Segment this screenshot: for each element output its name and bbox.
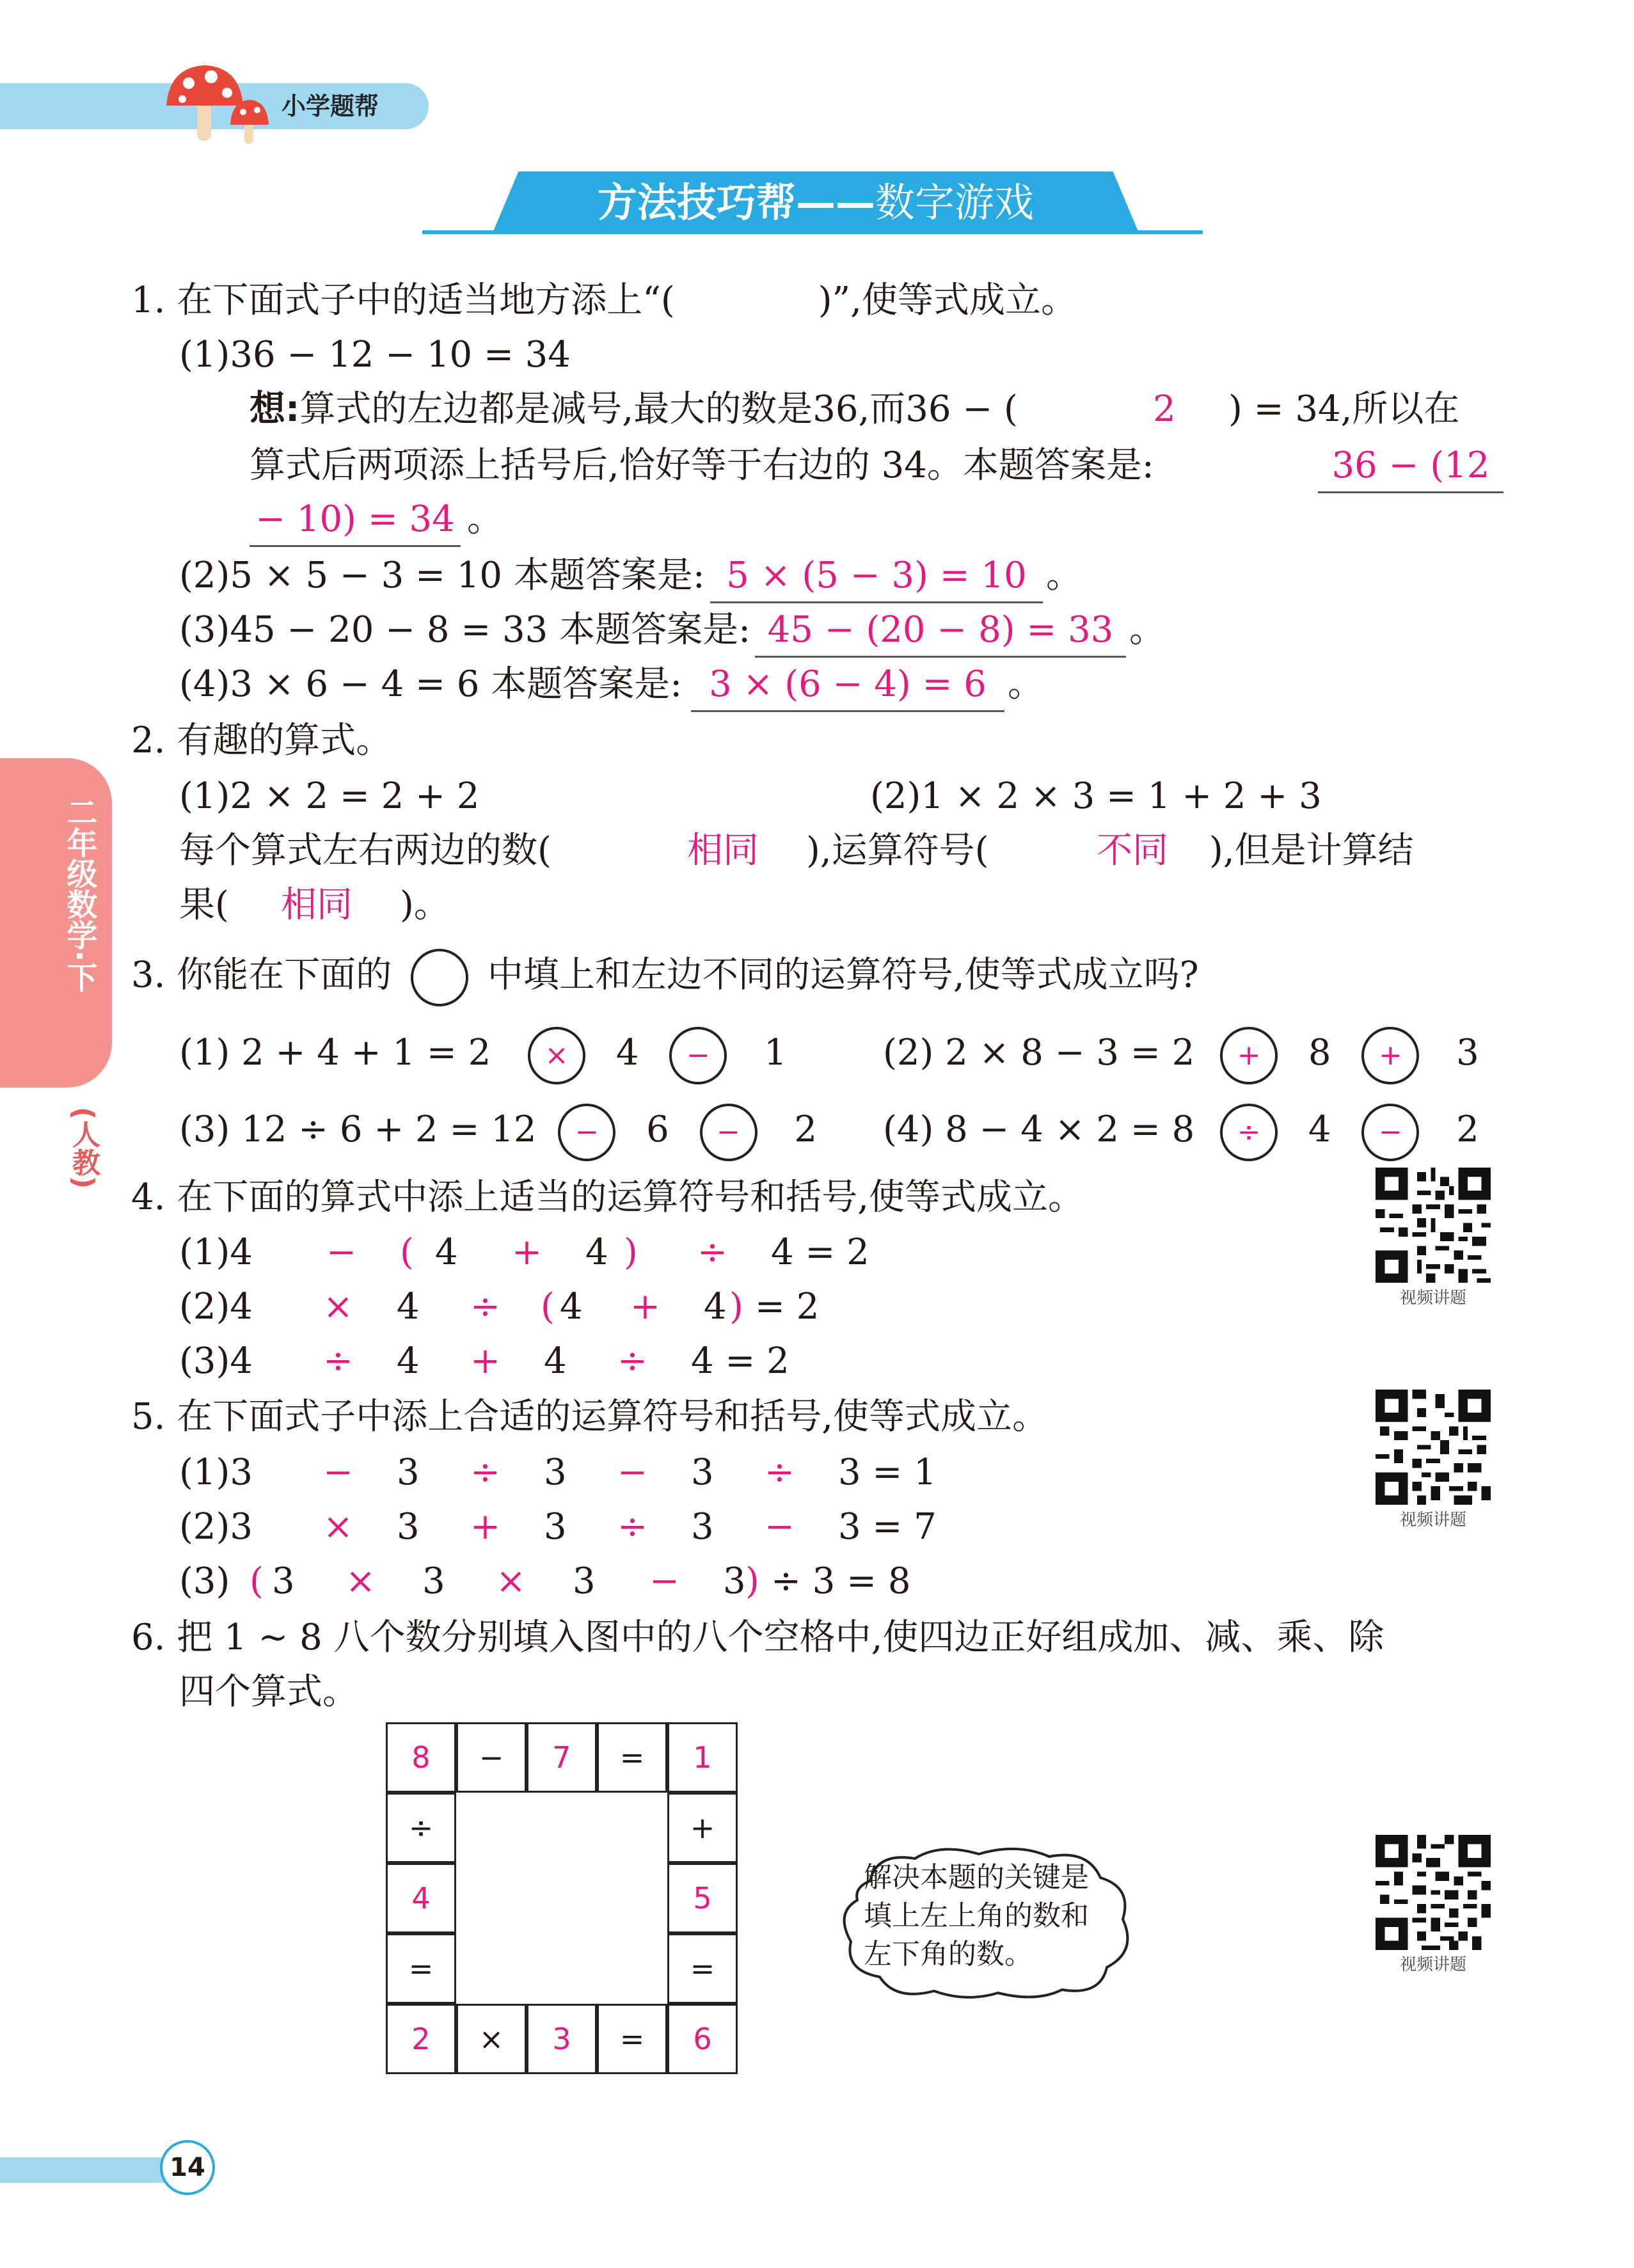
qr-code-2[interactable] xyxy=(1376,1390,1491,1505)
q4-r2-t6: + xyxy=(630,1286,660,1328)
q1-part1: (1)36 − 12 − 10 = 34 xyxy=(179,334,571,376)
q3-item-1-n2: 1 xyxy=(764,1032,787,1074)
q1-period1: 。 xyxy=(467,498,503,540)
q3-item-3-lhs: (3) 12 ÷ 6 + 2 = 12 xyxy=(179,1109,537,1150)
q5-r3-t0: (3) xyxy=(179,1560,230,1602)
q3-item-3-n1: 6 xyxy=(646,1109,669,1150)
q4-row-1 xyxy=(179,1227,947,1278)
q4-r1-t6: ) xyxy=(624,1232,638,1273)
q4-r3-t4: 4 xyxy=(544,1340,567,1382)
q3-item-4-op1: ÷ xyxy=(1220,1104,1278,1161)
grid-bottom-0: 2 xyxy=(386,2004,456,2074)
banner-title: 方法技巧帮 xyxy=(597,179,796,226)
q2-s5: )。 xyxy=(400,884,450,926)
q5-r3-t6: 3 xyxy=(573,1560,596,1602)
grid-bottom-2: 3 xyxy=(527,2004,597,2074)
q2-expr1: (1)2 × 2 = 2 + 2 xyxy=(179,775,480,817)
q2-s1: 每个算式左右两边的数( xyxy=(179,830,551,871)
q6-prompt-line1: 6. 把 1 ~ 8 八个数分别填入图中的八个空格中,使四边正好组成加、减、乘、除 xyxy=(131,1617,1384,1658)
tip-line-2: 填上左上角的数和 xyxy=(864,1899,1089,1932)
q2-s4: 果( xyxy=(179,884,229,926)
banner-dash: —— xyxy=(796,179,875,226)
grid-left-1: 4 xyxy=(386,1863,456,1933)
q4-r1-t1: − xyxy=(326,1232,356,1273)
q5-r3-t7: − xyxy=(649,1560,679,1602)
q5-r2-t2: 3 xyxy=(397,1506,420,1548)
q5-prompt: 5. 在下面式子中添上合适的运算符号和括号,使等式成立。 xyxy=(131,1396,1049,1438)
q4-prompt: 4. 在下面的算式中添上适当的运算符号和括号,使等式成立。 xyxy=(131,1177,1084,1218)
q5-r2-t3: + xyxy=(470,1506,500,1548)
q5-row-3 xyxy=(179,1556,1011,1607)
q2-fill3: 相同 xyxy=(281,884,353,926)
q5-r1-t1: − xyxy=(323,1452,353,1493)
q2-s2: ),运算符号( xyxy=(806,830,989,871)
q5-row-1 xyxy=(179,1447,1011,1498)
qr-caption-3: 视频讲题 xyxy=(1399,1955,1466,1974)
q4-r2-t0: (2)4 xyxy=(179,1286,253,1328)
q4-r1-t5: 4 xyxy=(585,1232,608,1273)
grid-left-2: = xyxy=(386,1933,456,2004)
grid-top-3: = xyxy=(597,1722,667,1793)
q4-r1-t7: ÷ xyxy=(697,1232,727,1273)
q1-prompt: 1. 在下面式子中的适当地方添上“( )”,使等式成立。 xyxy=(131,280,1077,321)
q1-answer1-part1: 36 − (12 xyxy=(1318,440,1503,493)
q5-r2-t0: (2)3 xyxy=(179,1506,253,1548)
q1-think-b: ) = 34,所以在 xyxy=(1228,388,1460,430)
q4-row-2 xyxy=(179,1281,947,1333)
q4-r2-t3: ÷ xyxy=(470,1286,500,1328)
q1-answer4: 3 × (6 − 4) = 6 xyxy=(691,659,1004,712)
q3-item-3-op2: − xyxy=(700,1104,758,1161)
q4-r2-t8: ) xyxy=(729,1286,743,1328)
q2-fill1: 相同 xyxy=(687,830,759,871)
q3-item-2-n1: 8 xyxy=(1308,1032,1331,1074)
q3-item-2-op2: + xyxy=(1361,1027,1419,1084)
q5-r2-t1: × xyxy=(323,1506,353,1548)
q6-grid xyxy=(386,1722,738,2074)
q4-r2-t4: ( xyxy=(541,1286,555,1328)
q4-r2-t7: 4 xyxy=(704,1286,727,1328)
qr-code-3[interactable] xyxy=(1376,1835,1491,1950)
grid-right-0: + xyxy=(667,1793,738,1863)
q2-prompt: 2. 有趣的算式。 xyxy=(131,720,392,761)
q4-r3-t3: + xyxy=(470,1340,500,1382)
grid-top-1: − xyxy=(456,1722,527,1793)
q2-expr2: (2)1 × 2 × 3 = 1 + 2 + 3 xyxy=(870,775,1322,817)
q2-fill2: 不同 xyxy=(1097,830,1168,871)
q3-prompt-circle xyxy=(411,949,468,1006)
q4-r3-t0: (3)4 xyxy=(179,1340,253,1382)
q5-r3-t10: ÷ 3 = 8 xyxy=(771,1560,911,1602)
q3-prompt-a: 3. 你能在下面的 xyxy=(131,954,392,996)
q3-item-2 xyxy=(883,1022,1479,1083)
q1-part3-text: (3)45 − 20 − 8 = 33 本题答案是: xyxy=(179,609,750,651)
q1-part4 xyxy=(179,659,1139,710)
q3-item-2-lhs: (2) 2 × 8 − 3 = 2 xyxy=(883,1032,1195,1074)
side-tab-label: 二年级数学·下 xyxy=(61,797,97,993)
q5-r3-t4: 3 xyxy=(422,1560,445,1602)
q3-item-4-n1: 4 xyxy=(1308,1109,1331,1150)
tip-line-1: 解决本题的关键是 xyxy=(864,1861,1089,1894)
q5-r3-t8: 3 xyxy=(723,1560,746,1602)
q3-item-1-op1: × xyxy=(528,1027,585,1084)
q5-r1-t3: ÷ xyxy=(470,1452,500,1493)
grid-right-2: = xyxy=(667,1933,738,2004)
q3-item-4-op2: − xyxy=(1361,1104,1419,1161)
q4-row-3 xyxy=(179,1336,947,1387)
q5-r3-t5: × xyxy=(496,1560,526,1602)
q2-s3: ),但是计算结 xyxy=(1209,830,1414,871)
q5-r3-t1: ( xyxy=(250,1560,264,1602)
q4-r3-t1: ÷ xyxy=(323,1340,353,1382)
grid-right-1: 5 xyxy=(667,1863,738,1933)
q2-sentence-line1 xyxy=(179,825,1503,876)
q5-r1-t8: 3 = 1 xyxy=(838,1452,937,1493)
q3-item-1-n1: 4 xyxy=(615,1032,639,1074)
q3-prompt-b: 中填上和左边不同的运算符号,使等式成立吗? xyxy=(487,954,1199,996)
qr-code-1[interactable] xyxy=(1376,1168,1491,1283)
q1-answer2: 5 × (5 − 3) = 10 xyxy=(710,550,1043,603)
q1-period2: 。 xyxy=(1046,555,1082,596)
q3-item-1 xyxy=(179,1022,787,1083)
q5-r1-t4: 3 xyxy=(544,1452,567,1493)
q1-part4-text: (4)3 × 6 − 4 = 6 本题答案是: xyxy=(179,663,683,705)
grid-bottom-4: 6 xyxy=(667,2004,738,2074)
brand-label: 小学题帮 xyxy=(282,92,379,120)
q3-item-1-lhs: (1) 2 + 4 + 1 = 2 xyxy=(179,1032,491,1074)
q4-r3-t5: ÷ xyxy=(617,1340,647,1382)
qr-caption-1: 视频讲题 xyxy=(1399,1289,1466,1308)
q1-part3 xyxy=(179,605,1203,656)
q4-r2-t1: × xyxy=(323,1286,353,1328)
q4-r1-t2: ( xyxy=(400,1232,414,1273)
q3-item-1-op2: − xyxy=(669,1027,727,1084)
q5-r2-t4: 3 xyxy=(544,1506,567,1548)
q3-item-2-n2: 3 xyxy=(1456,1032,1479,1074)
banner-subtitle: 数字游戏 xyxy=(875,179,1035,226)
q5-row-2 xyxy=(179,1502,1011,1553)
q1-period4: 。 xyxy=(1008,663,1043,705)
grid-top-2: 7 xyxy=(527,1722,597,1793)
q5-r3-t2: 3 xyxy=(272,1560,295,1602)
mushroom-logo xyxy=(160,58,282,147)
page-number: 14 xyxy=(160,2140,215,2195)
q3-item-3-n2: 2 xyxy=(794,1109,817,1150)
q5-r1-t5: − xyxy=(617,1452,647,1493)
grid-bottom-3: = xyxy=(597,2004,667,2074)
tip-text xyxy=(864,1859,1089,1974)
q4-r2-t2: 4 xyxy=(397,1286,420,1328)
q4-r1-t0: (1)4 xyxy=(179,1232,253,1273)
q3-item-4-lhs: (4) 8 − 4 × 2 = 8 xyxy=(883,1109,1195,1150)
q1-think-fill: 2 xyxy=(1153,388,1176,430)
q4-r2-t5: 4 xyxy=(560,1286,583,1328)
q6-prompt-line2: 四个算式。 xyxy=(179,1671,358,1713)
grid-left-0: ÷ xyxy=(386,1793,456,1863)
grid-top-0: 8 xyxy=(386,1722,456,1793)
q1-part2-text: (2)5 × 5 − 3 = 10 本题答案是: xyxy=(179,555,705,596)
q3-item-4-n2: 2 xyxy=(1456,1109,1479,1150)
grid-bottom-1: × xyxy=(456,2004,527,2074)
q1-think-label: 想: xyxy=(250,388,300,430)
qr-caption-2: 视频讲题 xyxy=(1399,1511,1466,1530)
q1-answer1-line3 xyxy=(250,494,633,545)
q3-item-4 xyxy=(883,1099,1479,1160)
q5-r2-t8: 3 = 7 xyxy=(838,1506,937,1548)
q5-r2-t7: − xyxy=(765,1506,795,1548)
q1-answer1-part2: − 10) = 34 xyxy=(250,494,461,547)
tip-line-3: 左下角的数。 xyxy=(864,1938,1033,1971)
q1-think-line1 xyxy=(250,384,1503,435)
q4-r2-t9: = 2 xyxy=(755,1286,820,1328)
q1-period3: 。 xyxy=(1129,609,1165,651)
q2-sentence-line2 xyxy=(179,880,691,931)
q1-think-a: 算式的左边都是减号,最大的数是36,而36 − ( xyxy=(299,388,1018,430)
banner-text xyxy=(493,174,1139,232)
q5-r1-t6: 3 xyxy=(691,1452,714,1493)
q3-prompt xyxy=(131,949,1199,1006)
q3-item-3 xyxy=(179,1099,817,1160)
side-tab-edition: (人教) xyxy=(67,1107,100,1189)
q4-r1-t8: 4 = 2 xyxy=(771,1232,869,1273)
q5-r1-t0: (1)3 xyxy=(179,1452,253,1493)
q5-r3-t9: ) xyxy=(745,1560,759,1602)
q1-answer3: 45 − (20 − 8) = 33 xyxy=(755,605,1126,658)
q5-r2-t5: ÷ xyxy=(617,1506,647,1548)
q5-r1-t2: 3 xyxy=(397,1452,420,1493)
q3-item-3-op1: − xyxy=(558,1104,615,1161)
q4-r3-t2: 4 xyxy=(397,1340,420,1382)
q4-r3-t6: 4 = 2 xyxy=(691,1340,789,1382)
q3-item-2-op1: + xyxy=(1220,1027,1278,1084)
q5-r3-t3: × xyxy=(345,1560,376,1602)
q1-part2 xyxy=(179,550,1139,601)
q5-r2-t6: 3 xyxy=(691,1506,714,1548)
q4-r1-t4: + xyxy=(512,1232,542,1273)
q4-r1-t3: 4 xyxy=(435,1232,458,1273)
grid-top-4: 1 xyxy=(667,1722,738,1793)
q1-think-line2 xyxy=(250,440,1503,491)
q5-r1-t7: ÷ xyxy=(765,1452,795,1493)
q1-think-line2-text: 算式后两项添上括号后,恰好等于右边的 34。本题答案是: xyxy=(250,445,1154,486)
